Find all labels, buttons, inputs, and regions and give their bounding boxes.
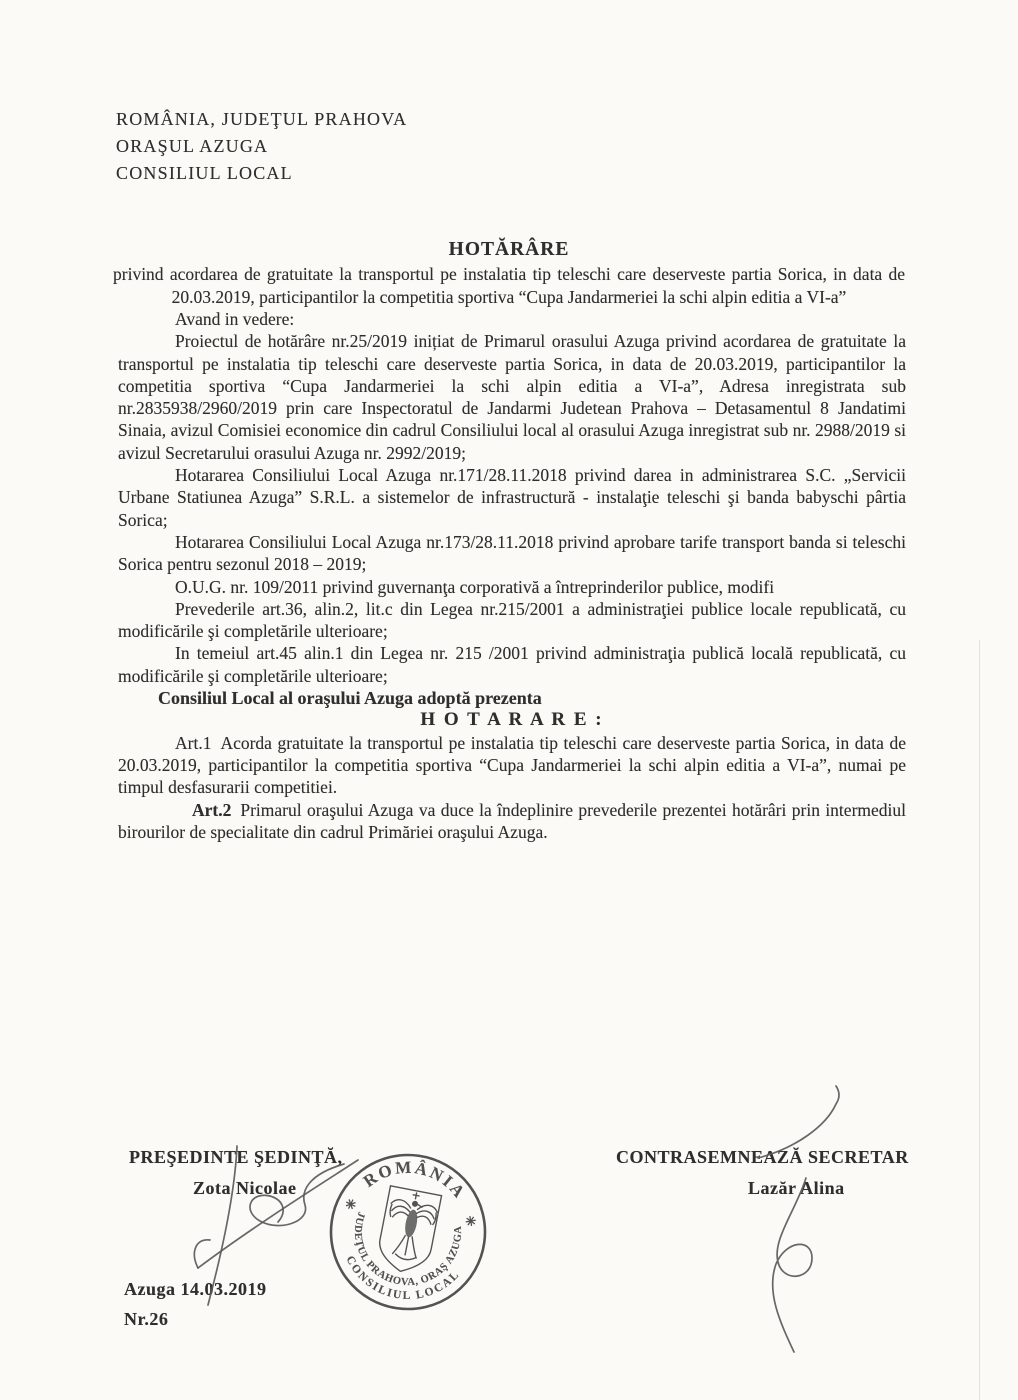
recital-paragraph-5: Prevederile art.36, alin.2, lit.c din Legea nr.215/2001 a administraţiei publice locale republicată, cu modificările şi completările ulterioare;: [118, 598, 906, 642]
coat-of-arms-eagle-icon: [375, 1186, 442, 1276]
scan-artifact-line: [979, 640, 980, 1400]
decision-heading: H O T A R A R E :: [420, 709, 604, 731]
article-1: [118, 732, 906, 799]
letterhead: [116, 106, 1018, 187]
president-name: Zota Nicolae: [193, 1178, 297, 1198]
title-block: [0, 237, 1018, 308]
secretary-signature-ink: [758, 1086, 839, 1352]
recital-paragraph-3: Hotararea Consiliului Local Azuga nr.173/28.11.2018 privind aprobare tarife transport banda si teleschi Sorica pentru sezonul 2018 – 2019;: [118, 531, 906, 575]
stamp-star-right-icon: ✳: [462, 1214, 479, 1228]
stamp-county-text: JUDEŢUL PRAHOVA, ORAŞ AZUGA: [351, 1210, 465, 1289]
stamp-country-text: ROMÂNIA: [359, 1157, 470, 1203]
article-2: [118, 799, 906, 844]
council-round-stamp: [319, 1143, 497, 1321]
recital-paragraph-1: Proiectul de hotărâre nr.25/2019 inițiat de Primarul orasului Azuga privind acordarea de gratuitate la transportul pe instalatia tip teleschi care deserveste partia Sorica, in data de 20.03.2019, participantilor la competitia sportiva “Cupa Jandarmeriei la schi alpin editia a VI-a”, Adresa inregistrata sub nr.2835938/2960/2019 prin care Inspectoratul de Jandarmi Judetean Prahova – Detasamentul 8 Jandatimi Sinaia, avizul Comisiei economice din cadrul Consiliului local al orasului Azuga inregistrat sub nr. 2988/2019 si avizul Secretarului orasului Azuga nr. 2992/2019;: [118, 331, 906, 463]
article-2-text: Primarul oraşului Azuga va duce la îndeplinire prevederile prezentei hotărâri prin intermediul birourilor de specialitate din cadrul Primăriei oraşului Azuga.: [118, 799, 906, 842]
document-body: [118, 308, 906, 843]
letterhead-line-town: ORAŞUL AZUGA: [116, 136, 269, 156]
stamp-star-left-icon: ✳: [341, 1196, 361, 1213]
recital-paragraph-4: O.U.G. nr. 109/2011 privind guvernanţa corporativă a întreprinderilor publice, modifi: [175, 576, 775, 597]
letterhead-line-council: CONSILIUL LOCAL: [116, 163, 293, 183]
article-2-label: Art.2: [192, 799, 232, 820]
stamp-council-text: CONSILIUL LOCAL: [343, 1254, 463, 1303]
adoption-line: Consiliul Local al oraşului Azuga adoptă prezenta: [158, 688, 542, 709]
secretary-title: CONTRASEMNEAZĂ SECRETAR: [616, 1147, 909, 1167]
intro-line: Avand in vedere:: [175, 309, 295, 329]
document-subtitle: privind acordarea de gratuitate la transportul pe instalatia tip teleschi care deserveste partia Sorica, in data de 20.03.2019, participantilor la competitia sportiva “Cupa Jandarmeriei la schi alpin editia a VI-a”: [113, 264, 905, 307]
president-title: PREŞEDINTE ŞEDINŢĂ,: [129, 1147, 343, 1167]
secretary-name: Lazăr Alina: [748, 1178, 845, 1198]
article-1-label: Art.1: [175, 732, 212, 753]
article-1-text: Acorda gratuitate la transportul pe instalatia tip teleschi care deserveste partia Sorica, in data de 20.03.2019, participantilor la competitia sportiva “Cupa Jandarmeriei la schi alpin editia a VI-a”, numai pe timpul desfasurarii competitiei.: [118, 732, 906, 798]
decision-number: Nr.26: [124, 1309, 169, 1329]
issue-place-date: Azuga 14.03.2019: [124, 1279, 267, 1299]
document-title: HOTĂRÂRE: [448, 239, 570, 260]
letterhead-line-country: ROMÂNIA, JUDEŢUL PRAHOVA: [116, 109, 408, 129]
legal-basis-paragraph: In temeiul art.45 alin.1 din Legea nr. 215 /2001 privind administraţia publică locală republicată, cu modificările şi completările ulterioare;: [118, 643, 906, 686]
recital-paragraph-2: Hotararea Consiliului Local Azuga nr.171/28.11.2018 privind darea in administrarea S.C. „Servicii Urbane Statiunea Azuga” S.R.L. a sistemelor de infrastructură - instalaţie teleschi şi banda babyschi pârtia Sorica;: [118, 465, 906, 530]
